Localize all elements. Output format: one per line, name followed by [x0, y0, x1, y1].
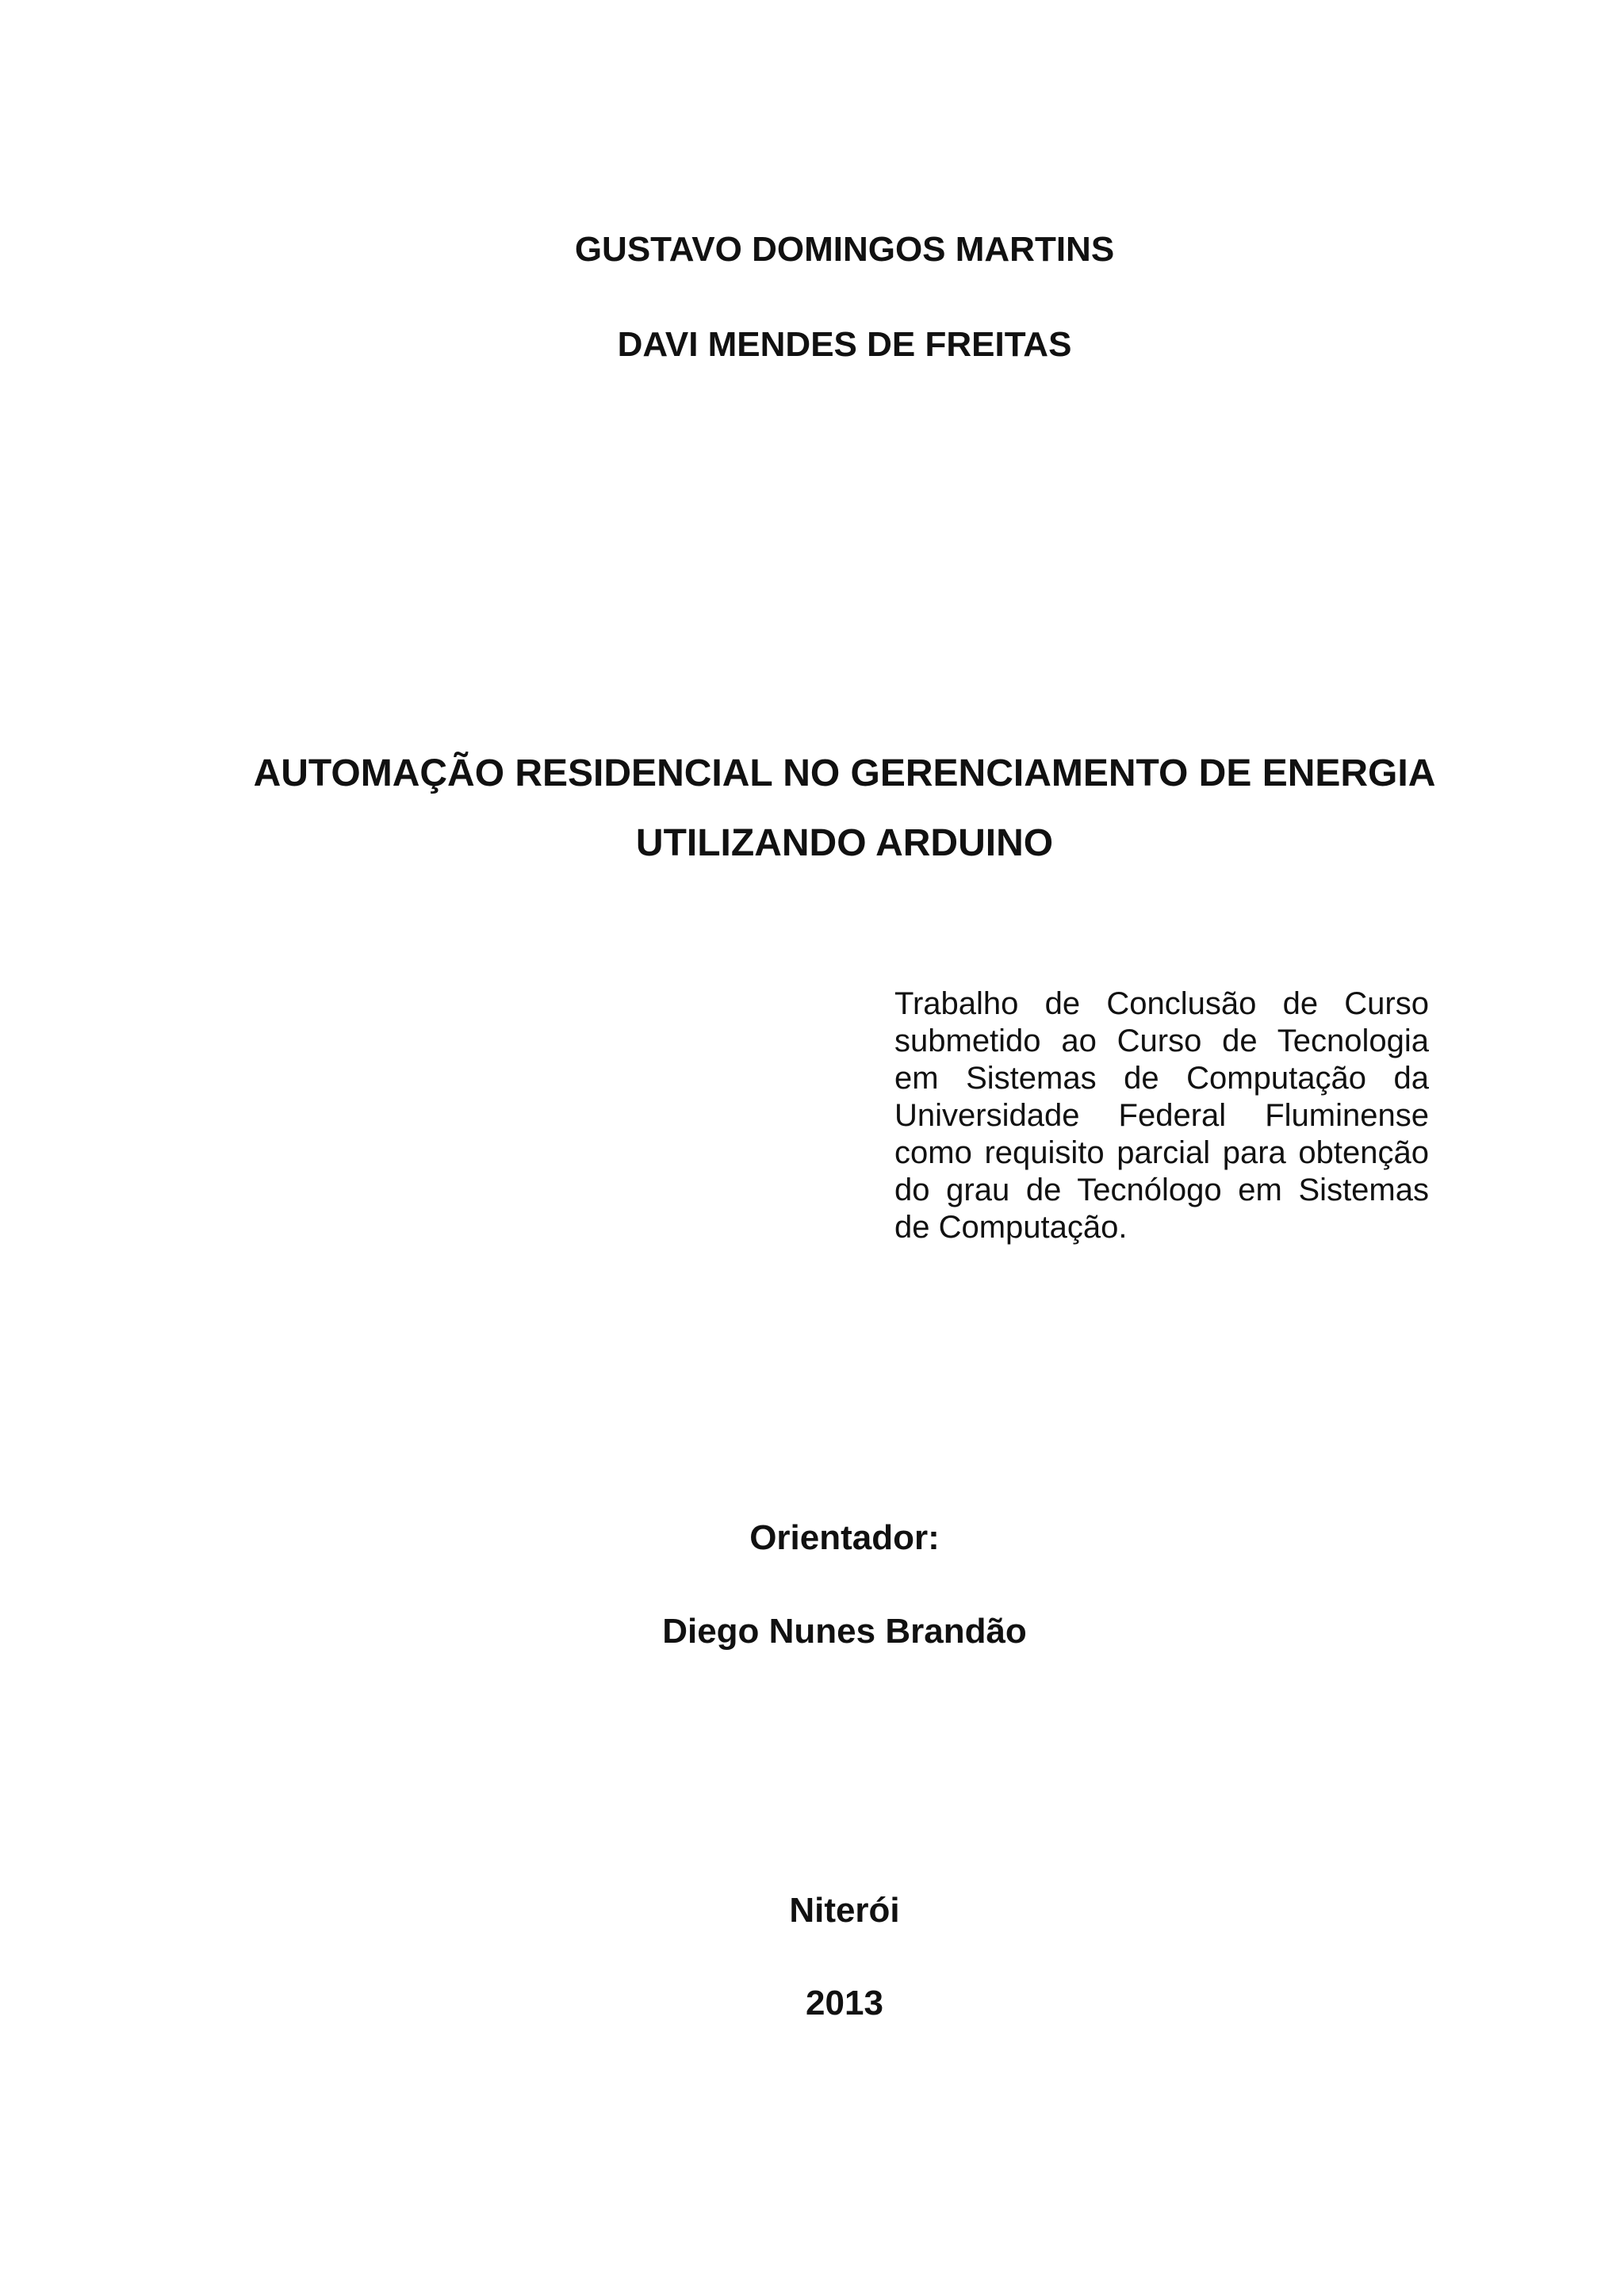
year: 2013: [806, 1984, 883, 2022]
thesis-title-line-2: UTILIZANDO ARDUINO: [635, 822, 1054, 864]
author-name-2: DAVI MENDES DE FREITAS: [617, 325, 1072, 364]
advisor-name: Diego Nunes Brandão: [662, 1612, 1027, 1651]
city: Niterói: [789, 1891, 900, 1930]
thesis-nature-statement: Trabalho de Conclusão de Curso submetido ao Curso de Tecnologia em Sistemas de Computação da Universidade Federal Fluminense como requisito parcial para obtenção do grau de Tecnólogo em Sistemas de Computação.: [894, 986, 1429, 1245]
author-name-1: GUSTAVO DOMINGOS MARTINS: [574, 230, 1115, 269]
advisor-label: Orientador:: [749, 1518, 940, 1557]
thesis-title-line-1: AUTOMAÇÃO RESIDENCIAL NO GERENCIAMENTO DE ENERGIA: [253, 752, 1436, 794]
